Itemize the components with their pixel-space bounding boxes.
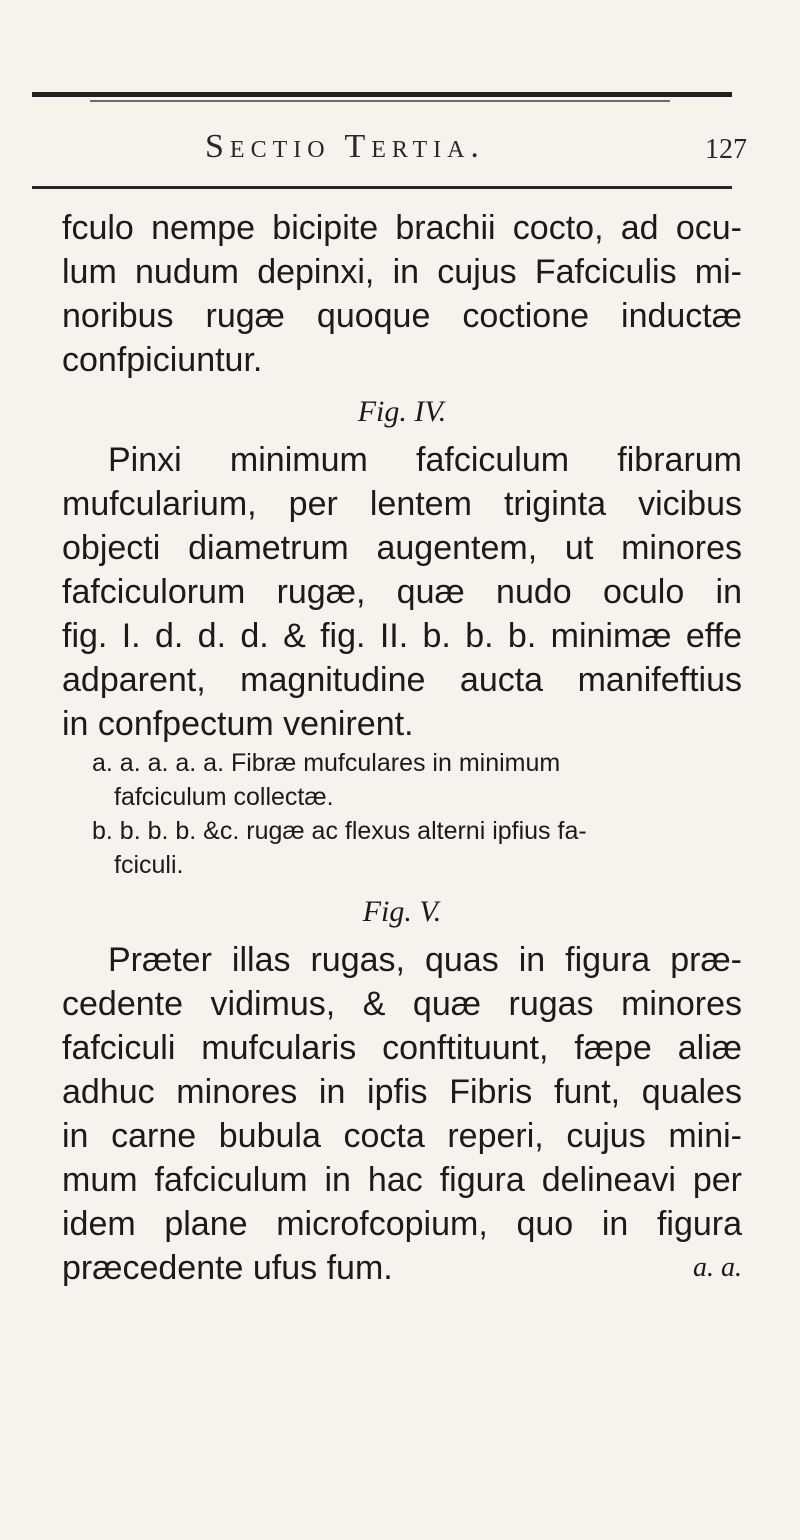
text-line: mufcularium, per lentem triginta vicibus <box>62 485 742 523</box>
text-line: in confpectum venirent. <box>62 705 414 743</box>
text-line: præcedente ufus fum. <box>62 1249 393 1287</box>
text-line: adparent, magnitudine aucta manifeftius <box>62 661 742 699</box>
body-text <box>62 206 742 1290</box>
top-rule <box>32 92 732 97</box>
text-line: fafciculi mufcularis conftituunt, fæpe aliæ <box>62 1029 742 1067</box>
text-line: idem plane microfcopium, quo in figura <box>62 1205 742 1243</box>
text-line: noribus rugæ quoque coctione inductæ <box>62 297 742 335</box>
page-number: 127 <box>705 134 747 165</box>
note-b-line: fciculi. <box>114 851 184 879</box>
running-title: Sectio Tertia. <box>205 128 485 165</box>
note-b-line: b. b. b. b. &c. rugæ ac flexus alterni ipfius fa- <box>92 817 587 845</box>
note-a-line: fafciculum collectæ. <box>114 783 334 811</box>
text-line: mum fafciculum in hac figura delineavi per <box>62 1161 742 1199</box>
text-line: in carne bubula cocta reperi, cujus mini- <box>62 1117 742 1155</box>
figure-caption-iv: Fig. IV. <box>357 395 447 428</box>
text-line: fafciculorum rugæ, quæ nudo oculo in <box>62 573 742 611</box>
header-rule <box>32 186 732 189</box>
text-line: confpiciuntur. <box>62 341 263 379</box>
text-line: lum nudum depinxi, in cujus Fafciculis mi- <box>62 253 742 291</box>
text-line: fculo nempe bicipite brachii cocto, ad ocu- <box>62 209 742 247</box>
text-line: objecti diametrum augentem, ut minores <box>62 529 742 567</box>
text-line: cedente vidimus, & quæ rugas minores <box>62 985 742 1023</box>
page-header <box>0 128 800 178</box>
text-line: fig. I. d. d. d. & fig. II. b. b. b. minimæ effe <box>62 617 742 655</box>
text-line: Præter illas rugas, quas in figura præ- <box>108 941 742 979</box>
note-a-line: a. a. a. a. a. Fibræ mufculares in minimum <box>92 749 561 777</box>
top-rule-thin <box>90 100 670 102</box>
catchword: a. a. <box>693 1252 742 1283</box>
text-line: adhuc minores in ipfis Fibris funt, quales <box>62 1073 742 1111</box>
text-line: Pinxi minimum fafciculum fibrarum <box>108 441 742 479</box>
text-line-last <box>62 1246 742 1290</box>
figure-caption-v: Fig. V. <box>362 895 442 928</box>
